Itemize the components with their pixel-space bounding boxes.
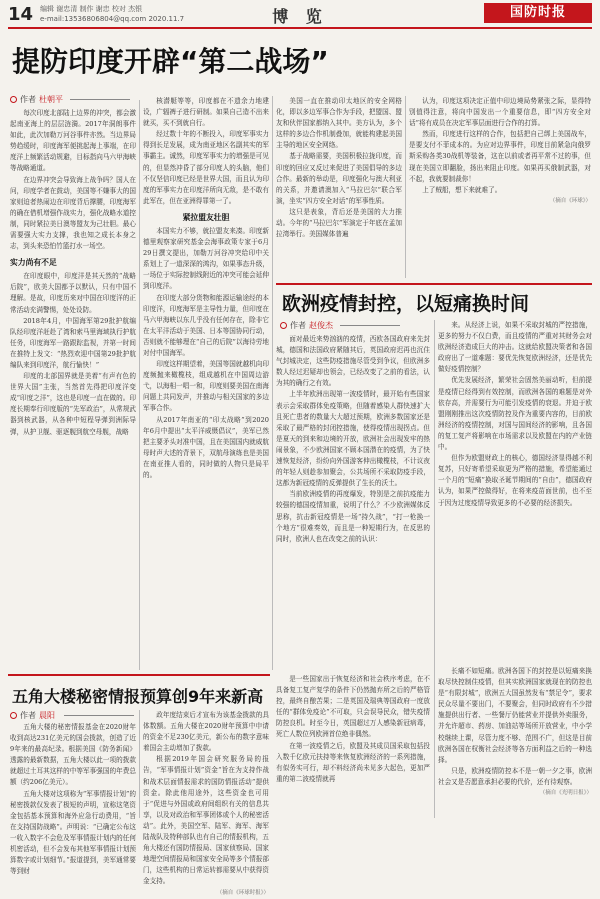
paragraph: 根据2019年国会研究服务局的报告，“军事情报计划”资金“旨在为支持作战和战术层面情报需求的国防情报活动”提供资金。除此他用途外，这些资金也可用于“促进与外国或政府间组织有关的信息共享，以及对政治和军事团体或个人的秘密活动”。此外，美国空军、陆军、海军、海军陆战队及特种部队也有自己的情报机构，五角大楼还有国防情报局、国家侦察局、国家地理空间情报局和国家安全局等多个情报部门，这些机构的日常运转都需要从中获得资金支持。 [143,755,269,886]
column-divider [139,100,140,670]
column-divider [405,96,406,278]
column-divider [272,96,273,670]
article2-byline [280,320,333,331]
source-note: （摘自《环球时报》） [216,889,269,896]
article1-column-4 [409,96,591,278]
paragraph: 面对最近来势汹汹的疫情，西欧各国政府来先封城，德国和法国政府紧随其后，英国政府迟再也沉住气封城决定，这些防疫措施尽管受到争议，但欧洲多数人经过迟疑却也领会，已经改变了之前的看法，认为其的确行之有效。 [276,335,430,388]
byline-dot-icon [280,322,287,329]
byline-label: 作者 [20,95,36,104]
column-divider [434,320,435,818]
paragraph: 来。从经济上说，如果不采取封城的严控措施，更多的努力不仅白费，而且疫情的严重对其财务会对欧洲经济造成巨大的冲击。这就给欧盟决策者和各国政府出了一道难题：要优先恢复欧洲经济，还是优先做好疫情控制？ [438,321,592,374]
paragraph: 长痛不如短痛。欧洲各国下的封控是以短痛来换取尽快控制住疫情，但其实欧洲国家就现在的防控也是“有限封城”，欧洲五大国虽然发布“禁足令”，要求民众尽量不要出门，不要聚会，但同时政府有不少措施提供出行者、一些餐厅仍能营业并提供外卖服务，并允许超市、药房、加油站等场所开放营业，中小学校继续上课，尽管力度不够、范围不广，但这是目前欧洲各国在权衡社会经济等各方面利益之后的一种选择。 [438,667,592,764]
paragraph: 核潜艇等等，印度都在不遗余力地建设，广辐裤子进行研制。如果自己造不出来就买，买不到就自行。 [143,97,269,128]
page-header [0,0,600,30]
byline-dot-icon [10,96,17,103]
paragraph: 在第一波疫情之后，欧盟及其成员国采取包括投入数千亿欧元扶持等来恢复欧洲经济的一系列措施，有似务实可行，却不料经济尚未见多大起色，更加严重的第二波疫情就再 [276,741,430,783]
paragraph: 五角大楼的秘密情报基金在2020财年收到高达231亿美元的国会拨款，创造了近9年来的最高纪录。根据美国《防务新闻》透露的最新数据，五角大楼以此一项的拨款就超过土耳其这样的中等军事强国的年费总额（约206亿美元）。 [10,723,136,787]
email-line: e-mail:13536806804@qq.com 2020.11.7 [40,15,185,23]
paragraph: 从2017年南亚的“印太战略”到2020年6月中提出“太平洋威慑倡议”，美军已然把主要矛头对准中国，且在美国国内就威航母时声大述的背景下，双航母演练也是美国在南亚推人看的，同时做的人物只是局平的。 [143,415,269,479]
paragraph: 只是，欧洲疫情防控本不是一朝一夕之事，欧洲社会又是否愿意承担必要的代价，还有待观察。 [438,766,592,786]
paragraph: 优先发展经济，繁荣社会固然美丽动听，但前提是疫情已经得到有效控制，而欧洲各国的难题是对外依存高，并需要行为可能引发疫情的衰退。并迫于欧盟刚刚推出这次疫情防控及作为重要内容的，目前欧洲经济的疫情控制，对国与国间经济的影响，且各国的复工复产将影响在市场需求以及欧盟在内的产业链中。 [438,376,592,452]
paragraph: 上半年欧洲出现第一波疫情时，最开始有些国家表示会采取群体免疫策略，但随着感染人群快速扩大且死亡患者的数量大大超过预期，欧洲多数国家还是采取了最严格的封闭控措施，使得疫情出现拐点。但是夏天的到来和边境的开放，欧洲社会出现发牢的热闹景象，不少欧洲国家不顾本国潜在的疫情，为了快速恢复经济，纷纷向外国游客伸出橄榄枝，不计议夜的年轻人则趁参加聚会，公共场所不采取防疫手段，这都为新冠疫情的反弹提供了生长的沃土。 [276,390,430,488]
subheading: 实力尚有不足 [10,258,57,268]
article2-rule [276,283,592,285]
paragraph: 在印度眼中，印度洋是其天然的“战略后院”，欧美大国都予以默认，只有中国不理解。是故，印度历来对中国在印度洋的正常活动充满警惕，处处设防。 [10,272,136,314]
paragraph: 在边界冲突会导致海上战争吗？国人在问，印度学者在鼓动，美国等不嫌事大的国家则迫者热闹边在印度背后撑腰，印度海军的确在借机增强作战实力，强化战略水道控制，同时紧拉美日澳等盟友为己壮胆。最心需要强大实力支撑，我也知之成长本身之志，到头来恐怕竹篮打水一场空。 [10,175,136,251]
paragraph: 这只是表象，背后还是美国的大力推动。今年的“马拉巴尔”军演定于年底在孟加拉湾举行。美国媒体普遍 [276,207,402,239]
article2-column-2 [276,674,430,818]
article2-headline: 欧洲疫情封控，以短痛换时间 [282,293,530,315]
article1-headline: 提防印度开辟“第二战场” [12,45,329,78]
page-number: 14 [8,4,34,25]
paragraph: 每次印度北部陆上边界的冲突，都会激起南亚海上的层层涟漪。2017年洞朗事件如此，此次加勒万河谷事件亦然。当边界局势趋缓时，印度海军便挑起海上事端，在印度洋上频繁活动规避，目标指向马六甲海峡等战略通道。 [10,109,136,173]
paragraph: 印度的北部国界就是美着“有声有色的世界大国”主张，当然首先得把印度洋变成“印度之洋”，这也是印度一直在做的。印度长期奉行印度版的“先军政治”，从常规武器到核武器，从各种中短程导弹到洲际导弹，从护卫舰、驱逐舰到航空母舰，战略 [10,372,136,436]
editor-line: 编辑 谢忠清 制作 谢忠 校对 杰银 [40,5,143,13]
paragraph: 基于战略需要，美国积极拉拢印度，而印度的回应又反过来促进了美国倡导的多边合作。最新的举动是，印度强化与澳大利亚的关系，并邀请澳加入“马拉巴尔”联合军演，坐实“四方安全对话”的军事性质。 [276,152,402,205]
article3-rule [8,674,270,676]
header-rule [8,27,592,29]
paragraph: 五角大楼对这项称为“军事情报计划”的秘密拨款仅发表了极短的声明，宣称这笔资金包括基本预算和海外应急行动费用，“旨在支持国防战略”。声明说：“已确定公布这一收入数字不会危及军事情报计划内的任何机密活动，但不会发布其他军事情报计划预算数字或计划细节。”报道提到，美军通常要等到财 [10,789,136,876]
paragraph: 在印度大部分货物和能源运输途经的本印度洋，印度海军是主导性力量，但印度在马六甲海峡以东几乎没有任何存在，除非它在太平洋活动于美国、日本等国协同行动，否则就不能够理在“自己的后院”以海待劳地对付中国海军。 [143,293,269,357]
article3-headline: 五角大楼秘密情报预算创9年来新高 [12,687,264,706]
byline-label: 作者 [20,711,36,720]
byline-author: 晨阳 [39,711,55,720]
masthead-logo: 国防时报 [484,3,592,23]
subheading: 紧拉盟友壮胆 [182,212,230,222]
paragraph: 政年度结束后才宣布为该基金拨款的具体数额。五角大楼在2020财年预算中申请的资金不足230亿美元，新公布的数字意味着国会主动增加了拨款。 [143,711,269,753]
paragraph: 认为，印度这项决定正值中印边境局势紧张之际，显得特别值得注意，将向中国发出一个重要信息，即“四方安全对话”将有成员在决定军事层面进行合作的打算。 [409,97,591,128]
byline-divider [340,325,400,326]
article2-column-4 [438,666,592,818]
paragraph: 本国实力不够，就拉盟友来凑。印度新德里观察家研究基金会海事政策专家于6月29日撰文提出，加勒万河谷冲突给印中关系划上了一道深深的鸿沟，如果事态升级，一场位于实际控制线附近的冲突可能会延伸到印度洋。 [143,226,269,291]
article2-column-3 [438,320,592,666]
article1-column-3 [276,96,402,278]
article1-column-2 [143,96,269,670]
byline-author: 赵俊杰 [309,321,333,330]
article1-column-1 [10,108,136,670]
byline-dot-icon [10,712,17,719]
paragraph: 印度这样期望着，美国等国就越机向印度频抛来橄榄枝，组成越机在中国周边游弋，以海相一唱一和，印度则要美国在南海问题上共同发声，并推动与相关国家的多边军事合作。 [143,360,269,413]
column-divider [139,710,140,818]
article3-column-1 [10,722,136,876]
section-title: 博 览 [272,7,328,26]
byline-author: 杜朝平 [39,95,63,104]
article1-byline [10,94,63,105]
byline-divider [64,715,134,716]
paragraph: 美国一直在推动印太地区的安全网格化，即以多边军事合作为手段，把盟国、盟友和伙伴国家都纳入其中。美方认为，多个这样的多边合作机制叠加，就能构建起美国主导的地区安全网络。 [276,97,402,150]
paragraph: 当前欧洲疫情的再度爆发，特别是之前抗疫能力较强的德国疫情加重，说明了什么？不少欧洲媒体反思称，抗击新冠疫情是一场“持久战”，“打一枪换一个地方”很难奏效，而且是一种短期行为，在反思的同时，欧洲人也在改变之前的认识： [276,490,430,543]
article3-byline [10,710,55,721]
paragraph: 经过数十年的不断投入，印度军事实力得到长足发展，成为南亚地区名副其实的军事霸主。诚然，印度军事实力的增强是可见的，但显然冲昏了部分印度人的头脑，他们不仅坚信印度已经是世界大国，而且认为印度的军事实力在印度洋所向无敌，是不敢有此军在，但在亚洲得罪第一了。 [143,130,269,205]
paragraph: 2018年4月，中国海军第29批护航编队经印度洋赶赴了湾和索马里海域执行护航任务，印度海军一路跟踪监视，并第一时间在推特上发文：“热烈欢迎中国第29批护航编队来到印度洋，航行愉快！” [10,316,136,369]
byline-label: 作者 [290,321,306,330]
source-note: （摘自《光明日报》） [539,790,592,797]
paragraph: 但作为欧盟财政上的核心，德国经济显得越不利复苏，只好寄希望采取更为严格的措施，希望能通过一个月的“短痛”换取圣诞节期间的“自由”，德国政府认为，如果严控做得好，在将来疫苗面世前，也不至于因为过度疫情导致更多的不必要的经济损失。 [438,454,592,507]
paragraph: 然而，印度进行这样的合作，包括把自己绑上美国战车，是要支付不菲成本的。为应对边界事件，印度目前紧急向俄罗斯采购各类30战机等装备，这在以前或者再平常不过的事，但现在美国立即翻脸，扬出来阻止印度。如果再买俄制武器，对不起，我就要制裁你！ [409,130,591,183]
paragraph: 是一些国家出于恢复经济和社会秩序考虑，在不具备复工复产复学的条件下仍然抛弃所之后的严格管控，最终自酿苦果；二是英国及瑞典等国政府一度放任的“群体免疫论”不可取，只会误导民众，错失疫情防控良机。时至今日，英国超过万人感染新冠病毒，死亡人数位列欧洲首位绝非偶然。 [276,675,430,739]
byline-divider [70,99,130,100]
article3-column-2 [143,710,269,896]
article2-column-1 [276,334,430,674]
paragraph: 上了贼船，想下来就难了。 [422,185,502,194]
source-note: （摘自《环球》） [549,197,591,204]
